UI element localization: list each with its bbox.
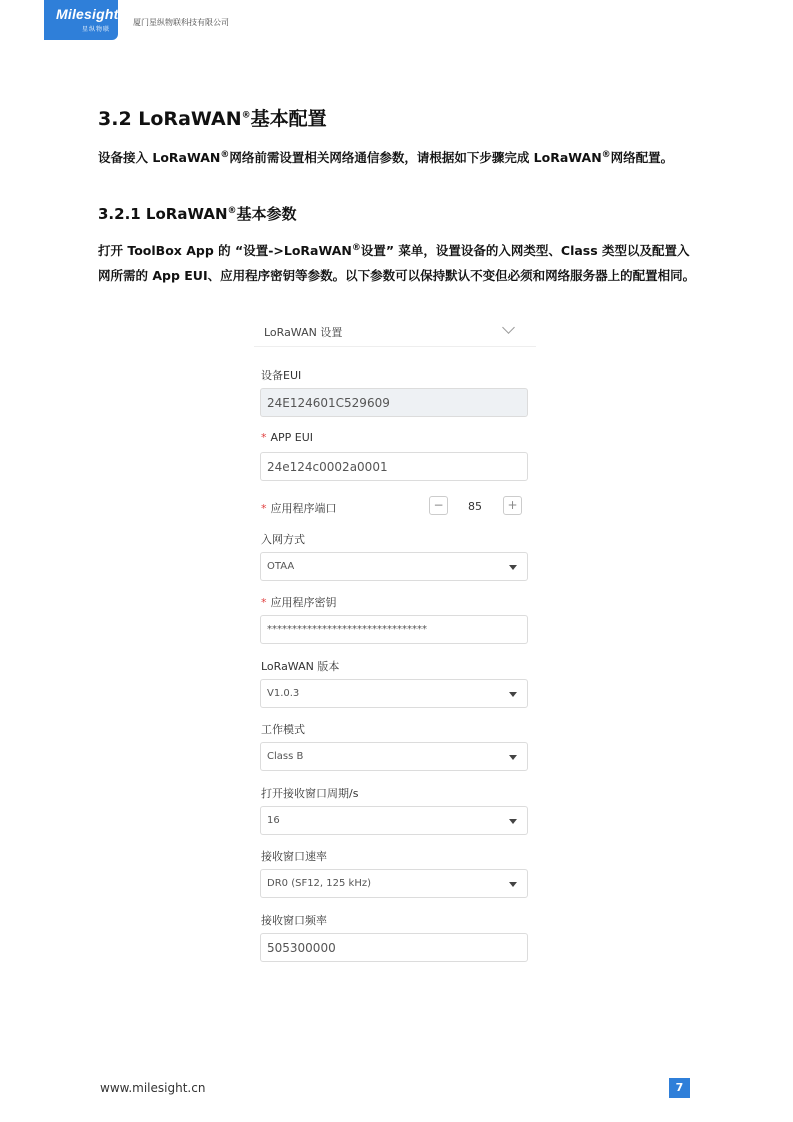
rx-window-period-value: 16: [267, 815, 280, 826]
instructions-paragraph: 打开 ToolBox App 的 “设置->LoRaWAN®设置” 菜单，设置设备的入网类型、Class 类型以及配置入网所需的 App EUI、应用程序密钥等参数。以下参数可以保持默认不变但必须和网络服务器上的配置相同。: [98, 243, 696, 284]
dev-eui-label: 设备EUI: [261, 369, 302, 382]
logo-brand-text: Milesight: [56, 6, 119, 22]
lorawan-settings-panel: [254, 318, 538, 968]
caret-down-icon: [509, 819, 517, 824]
app-eui-value: 24e124c0002a0001: [267, 460, 388, 474]
caret-down-icon: [509, 755, 517, 760]
app-eui-label: * APP EUI: [261, 431, 314, 444]
join-type-label: 入网方式: [261, 533, 305, 546]
rx-window-freq-label: 接收窗口频率: [261, 914, 327, 927]
section-heading: 3.2 LoRaWAN®基本配置: [98, 108, 327, 130]
rx-window-rate-label: 接收窗口速率: [261, 850, 327, 863]
subsection-heading: 3.2.1 LoRaWAN®基本参数: [98, 205, 297, 223]
app-port-label: * 应用程序端口: [261, 502, 337, 515]
intro-paragraph: 设备接入 LoRaWAN®网络前需设置相关网络通信参数，请根据如下步骤完成 LoRaWAN®网络配置。: [98, 150, 674, 166]
company-logo: [44, 0, 118, 40]
lorawan-settings-title: LoRaWAN 设置: [264, 326, 343, 339]
app-key-value: ********************************: [267, 624, 427, 635]
page-number: 7: [669, 1078, 690, 1098]
lorawan-version-value: V1.0.3: [267, 688, 300, 699]
footer-website: www.milesight.cn: [100, 1081, 206, 1095]
rx-window-freq-input[interactable]: [260, 933, 528, 962]
rx-window-freq-value: 505300000: [267, 941, 336, 955]
company-name: 厦门星纵物联科技有限公司: [133, 18, 229, 27]
app-port-value[interactable]: 85: [468, 500, 482, 513]
rx-window-period-label: 打开接收窗口周期/s: [261, 787, 359, 800]
app-port-decrement-button[interactable]: −: [429, 496, 448, 515]
lorawan-version-select[interactable]: [260, 679, 528, 708]
caret-down-icon: [509, 692, 517, 697]
join-type-select[interactable]: [260, 552, 528, 581]
join-type-value: OTAA: [267, 561, 295, 572]
dev-eui-value: 24E124601C529609: [267, 396, 390, 410]
rx-window-rate-select[interactable]: [260, 869, 528, 898]
work-mode-value: Class B: [267, 751, 304, 762]
caret-down-icon: [509, 882, 517, 887]
app-port-increment-button[interactable]: +: [503, 496, 522, 515]
rx-window-rate-value: DR0 (SF12, 125 kHz): [267, 878, 371, 889]
caret-down-icon: [509, 565, 517, 570]
dev-eui-field: [260, 388, 528, 417]
logo-brand-cn: 星纵物联: [81, 26, 110, 33]
app-key-input[interactable]: [260, 615, 528, 644]
chevron-down-icon[interactable]: [502, 321, 515, 334]
app-eui-input[interactable]: [260, 452, 528, 481]
rx-window-period-select[interactable]: [260, 806, 528, 835]
lorawan-version-label: LoRaWAN 版本: [261, 660, 340, 673]
work-mode-label: 工作模式: [261, 723, 305, 736]
lorawan-settings-header[interactable]: [254, 318, 536, 347]
work-mode-select[interactable]: [260, 742, 528, 771]
app-key-label: * 应用程序密钥: [261, 596, 337, 609]
